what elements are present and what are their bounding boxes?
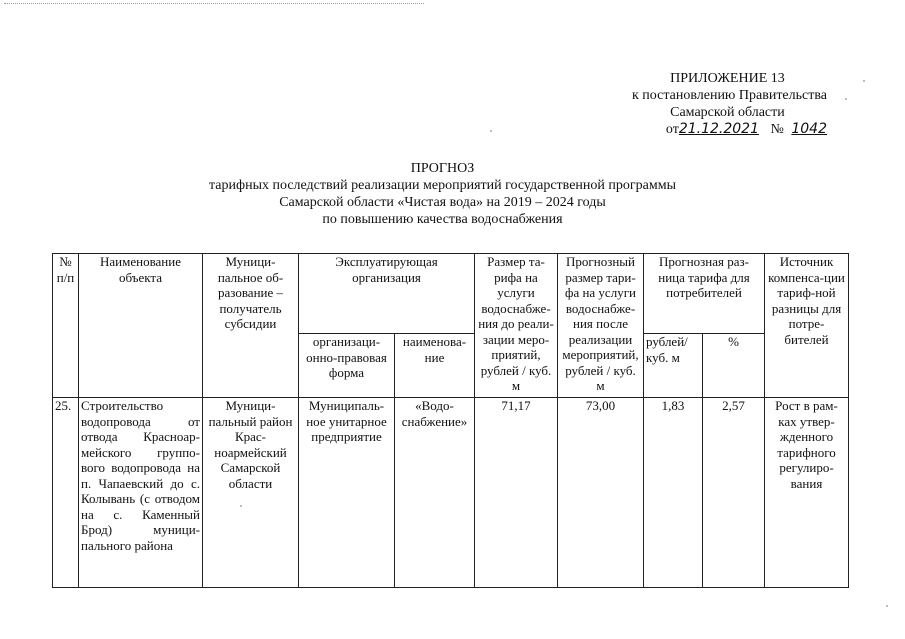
scan-speck xyxy=(886,605,888,607)
document-subtitle-2: Самарской области «Чистая вода» на 2019 – 2024 годы xyxy=(279,195,606,210)
cell-diff-rub: 1,83 xyxy=(644,398,703,588)
cell-tariff-after: 73,00 xyxy=(558,398,644,588)
cell-operator-name: «Водо-снабжение» xyxy=(395,398,475,588)
header-municipality: Муници-пальное об-разование – получатель субсидии xyxy=(203,254,299,398)
cell-num: 25. xyxy=(53,398,79,588)
header-tariff-after: Прогнозный размер тари-фа на услуги водоснабже-ния после реализации мероприятий, рублей / куб. м xyxy=(558,254,644,398)
handwritten-date: 21.12.2021 xyxy=(678,121,759,137)
document-subtitle-3: по повышению качества водоснабжения xyxy=(322,212,563,227)
appendix-line-1: к постановлению Правительства xyxy=(631,88,827,103)
number-prefix: № xyxy=(770,122,784,137)
cell-tariff-before: 71,17 xyxy=(475,398,558,588)
cell-source: Рост в рам-ках утвер-жденного тарифного регулиро-вания xyxy=(765,398,849,588)
handwritten-number: 1042 xyxy=(791,121,827,137)
cell-diff-pct: 2,57 xyxy=(703,398,765,588)
header-object: Наименование объекта xyxy=(79,254,203,398)
header-difference: Прогнозная раз-ница тарифа для потребителей xyxy=(644,254,765,334)
scan-speck xyxy=(845,98,847,100)
cell-municipality: Муници-пальный район Крас-ноармейский Самарской области xyxy=(203,398,299,588)
scan-border-top xyxy=(4,3,424,4)
header-diff-rub: рублей/ куб. м xyxy=(644,334,703,398)
appendix-title: ПРИЛОЖЕНИЕ 13 xyxy=(670,71,785,86)
header-operator-name: наименова-ние xyxy=(395,334,475,398)
document-title: ПРОГНОЗ xyxy=(410,161,475,176)
header-num: № п/п xyxy=(53,254,79,398)
scan-speck xyxy=(863,80,865,82)
header-operator-form: организаци-онно-правовая форма xyxy=(299,334,395,398)
appendix-line-2: Самарской области xyxy=(670,105,785,120)
document-subtitle-1: тарифных последствий реализации мероприятий государственной программы xyxy=(209,178,676,193)
scan-speck xyxy=(240,505,242,507)
header-source: Источник компенса-ции тариф-ной разницы для потре-бителей xyxy=(765,254,849,398)
table-row xyxy=(53,398,849,588)
tariff-forecast-table xyxy=(52,253,849,588)
cell-object: Строительство водопровода от отвода Красноар-мейского группо-вого водопровода на п. Чапаевский до с. Колывань (с отводом на с. Каменный Брод) муници-пального района xyxy=(79,398,203,588)
scan-speck xyxy=(490,130,492,132)
appendix-date-line xyxy=(628,121,827,138)
appendix-block xyxy=(628,70,827,138)
document-title-block xyxy=(0,160,885,228)
cell-operator-form: Муниципаль-ное унитарное предприятие xyxy=(299,398,395,588)
date-prefix: от xyxy=(665,122,679,137)
header-tariff-before: Размер та-рифа на услуги водоснабже-ния до реали-зации меро-приятий, рублей / куб. м xyxy=(475,254,558,398)
header-diff-pct: % xyxy=(703,334,765,398)
header-operator: Эксплуатирующая организация xyxy=(299,254,475,334)
